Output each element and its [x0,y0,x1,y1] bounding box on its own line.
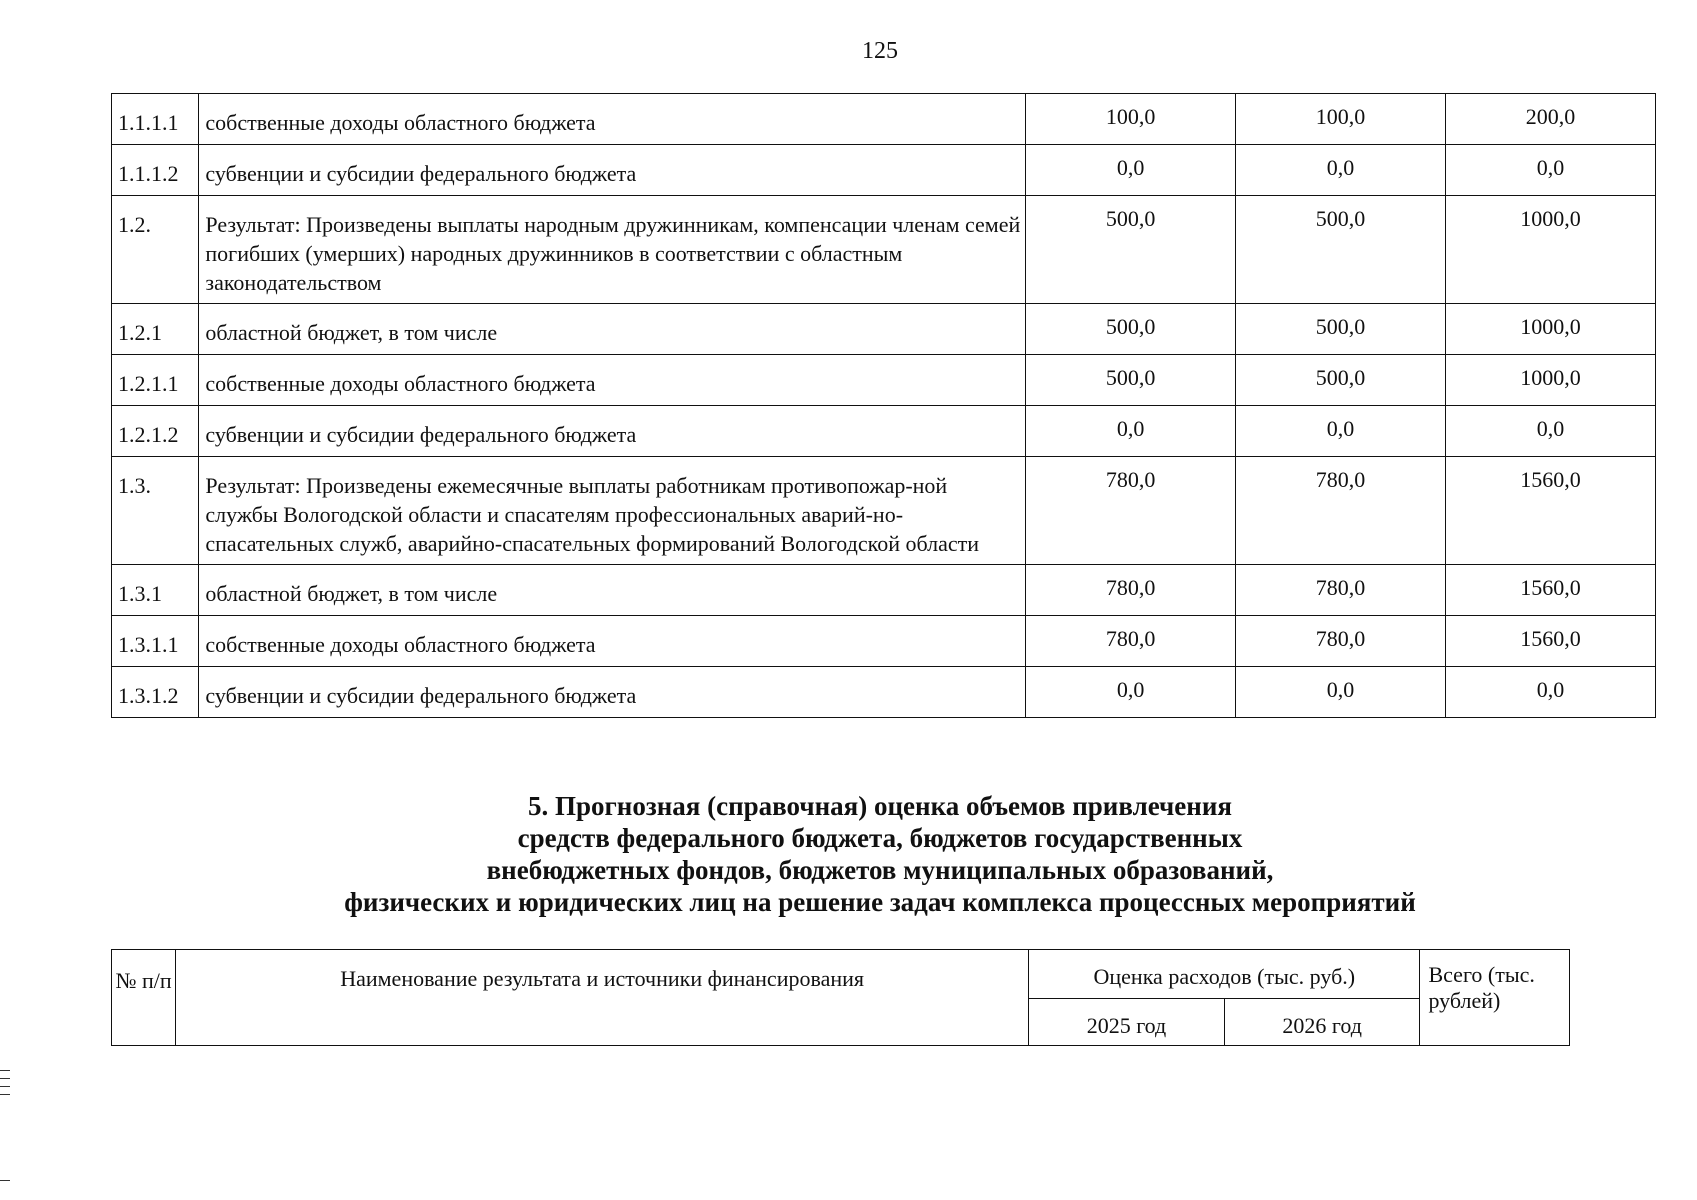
section-title-line: 5. Прогнозная (справочная) оценка объемов привлечения [528,791,1232,821]
row-number: 1.2.1.1 [112,355,199,406]
table-row [112,457,1656,565]
value-total: 1560,0 [1446,457,1656,565]
header-year-2025: 2025 год [1029,999,1225,1046]
value-2025: 100,0 [1026,94,1236,145]
row-name: областной бюджет, в том числе [199,304,1026,355]
row-name: собственные доходы областного бюджета [199,94,1026,145]
estimate-table [111,949,1570,1046]
value-2026: 0,0 [1236,406,1446,457]
header-name: Наименование результата и источники финансирования [176,950,1029,1046]
value-2025: 0,0 [1026,667,1236,718]
row-name: собственные доходы областного бюджета [199,616,1026,667]
value-2026: 100,0 [1236,94,1446,145]
page-number: 125 [862,38,898,64]
value-2026: 780,0 [1236,457,1446,565]
row-name: собственные доходы областного бюджета [199,355,1026,406]
value-2026: 500,0 [1236,196,1446,304]
value-2025: 0,0 [1026,145,1236,196]
margin-mark [0,1180,10,1181]
row-number: 1.2.1.2 [112,406,199,457]
row-name: субвенции и субсидии федерального бюджета [199,145,1026,196]
estimate-table-header-row [112,950,1570,999]
margin-mark [0,1078,10,1079]
row-name: Результат: Произведены ежемесячные выплаты работникам противопожар-ной службы Вологодской области и спасателям профессиональных аварий-но-спасательных служб, аварийно-спасательных формирований Вологодской области [199,457,1026,565]
value-2026: 0,0 [1236,145,1446,196]
value-total: 0,0 [1446,667,1656,718]
table-row [112,94,1656,145]
value-2025: 780,0 [1026,616,1236,667]
margin-mark [0,1094,10,1095]
row-name: областной бюджет, в том числе [199,565,1026,616]
value-2025: 780,0 [1026,457,1236,565]
value-total: 1000,0 [1446,355,1656,406]
value-2026: 500,0 [1236,304,1446,355]
header-year-2026: 2026 год [1224,999,1420,1046]
table-row [112,616,1656,667]
row-name: субвенции и субсидии федерального бюджета [199,667,1026,718]
row-name: субвенции и субсидии федерального бюджета [199,406,1026,457]
row-number: 1.2. [112,196,199,304]
row-number: 1.3. [112,457,199,565]
row-number: 1.1.1.2 [112,145,199,196]
value-2025: 500,0 [1026,196,1236,304]
header-estimate: Оценка расходов (тыс. руб.) [1029,950,1420,999]
section-title-line: внебюджетных фондов, бюджетов муниципальных образований, [486,855,1274,885]
header-total: Всего (тыс. рублей) [1420,950,1570,1046]
funding-table [111,93,1656,718]
section-title-line: физических и юридических лиц на решение задач комплекса процессных мероприятий [344,887,1416,917]
table-row [112,196,1656,304]
table-row [112,565,1656,616]
value-total: 0,0 [1446,406,1656,457]
section-title-line: средств федерального бюджета, бюджетов государственных [517,823,1243,853]
header-num: № п/п [112,950,176,1046]
section-5-title [0,790,1697,918]
value-2026: 500,0 [1236,355,1446,406]
value-total: 1560,0 [1446,565,1656,616]
margin-mark [0,1070,10,1071]
row-name: Результат: Произведены выплаты народным дружинникам, компенсации членам семей погибших (умерших) народных дружинников в соответствии с областным законодательством [199,196,1026,304]
value-2025: 780,0 [1026,565,1236,616]
table-row [112,406,1656,457]
value-2026: 780,0 [1236,616,1446,667]
row-number: 1.3.1.2 [112,667,199,718]
value-total: 1560,0 [1446,616,1656,667]
table-row [112,355,1656,406]
value-total: 1000,0 [1446,304,1656,355]
value-total: 1000,0 [1446,196,1656,304]
value-2026: 0,0 [1236,667,1446,718]
value-total: 0,0 [1446,145,1656,196]
value-2025: 500,0 [1026,355,1236,406]
row-number: 1.3.1.1 [112,616,199,667]
table-row [112,304,1656,355]
row-number: 1.2.1 [112,304,199,355]
table-row [112,667,1656,718]
margin-mark [0,1086,10,1087]
row-number: 1.3.1 [112,565,199,616]
value-2026: 780,0 [1236,565,1446,616]
funding-table-body [112,94,1656,718]
table-row [112,145,1656,196]
row-number: 1.1.1.1 [112,94,199,145]
value-2025: 500,0 [1026,304,1236,355]
value-total: 200,0 [1446,94,1656,145]
value-2025: 0,0 [1026,406,1236,457]
